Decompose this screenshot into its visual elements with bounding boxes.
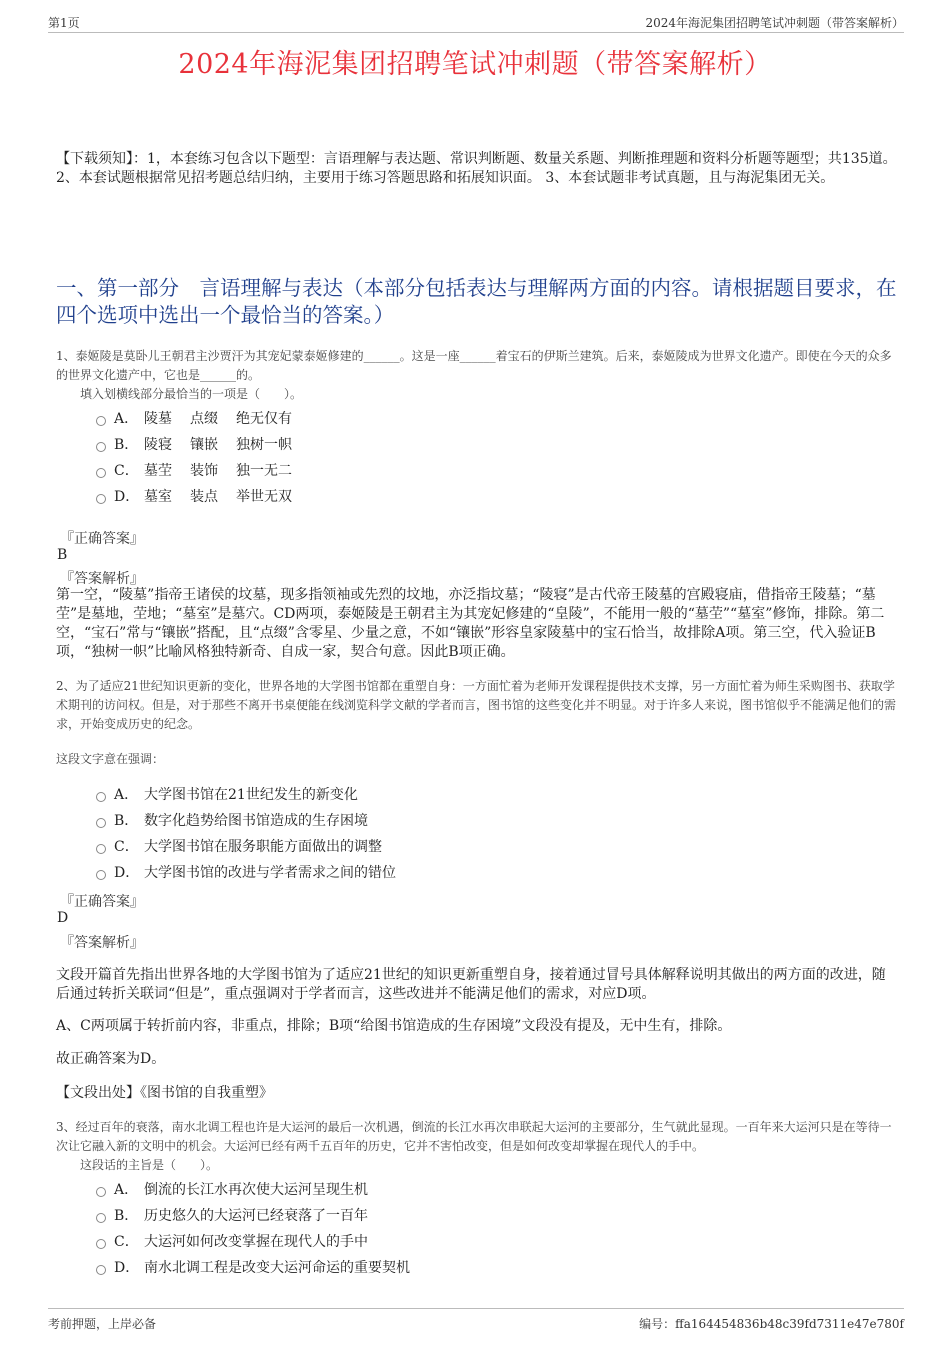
question-1-text: 1、泰姬陵是莫卧儿王朝君主沙贾汗为其宠妃蒙泰姬修建的______。这是一座______着宝石的伊斯兰建筑。后来，泰姬陵成为世界文化遗产。即使在今天的众多的世界文化遗产中，它也是______的。 [56,349,892,382]
option-c[interactable]: C． 大运河如何改变掌握在现代人的手中 [96,1229,410,1255]
analysis-text-1: 文段开篇首先指出世界各地的大学图书馆为了适应21世纪的知识更新重塑自身，接着通过冒号具体解释说明其做出的两方面的改进，随后通过转折关联词“但是”，重点强调对于学者而言，这些改进并不能满足他们的需求，对应D项。 [56,967,886,1002]
question-1-prompt: 填入划横线部分最恰当的一项是（ ）。 [80,387,303,401]
question-3-text: 3、经过百年的衰落，南水北调工程也许是大运河的最后一次机遇，倒流的长江水再次串联起大运河的主要部分，生气就此显现。一百年来大运河只是在等待一次让它融入新的文明中的机会。大运河已经有两千五百年的历史，它并不害怕改变，但是如何改变却掌握在现代人的手中。 [56,1120,892,1153]
radio-icon[interactable] [96,416,106,426]
section-heading: 一、第一部分 言语理解与表达（本部分包括表达与理解两方面的内容。请根据题目要求，在四个选项中选出一个最恰当的答案。） [56,276,897,327]
radio-icon[interactable] [96,1265,106,1275]
option-d[interactable]: D． 大学图书馆的改进与学者需求之间的错位 [96,860,396,886]
question-3-prompt: 这段话的主旨是（ ）。 [80,1158,219,1172]
page-footer [48,1308,904,1331]
answer-value: B [57,547,68,563]
question-3-stem [56,1118,898,1175]
analysis-label: 『答案解析』 [60,935,144,951]
radio-icon[interactable] [96,468,106,478]
option-d[interactable]: D． 墓室 装点 举世无双 [96,484,310,510]
option-c[interactable]: C． 墓茔 装饰 独一无二 [96,458,310,484]
radio-icon[interactable] [96,494,106,504]
analysis-text-2: A、C两项属于转折前内容，非重点，排除；B项“给图书馆造成的生存困境”文段没有提及，无中生有，排除。 [56,1018,732,1034]
analysis-text: 第一空，“陵墓”指帝王诸侯的坟墓，现多指领袖或先烈的坟地，亦泛指坟墓；“陵寝”是古代帝王陵墓的宫殿寝庙，借指帝王陵墓；“墓茔”是墓地，茔地；“墓室”是墓穴。CD两项，泰姬陵是王朝君主为其宠妃修建的“皇陵”，不能用一般的“墓茔”“墓室”修饰，排除。第二空，“宝石”常与“镶嵌”搭配，且“点缀”含零星、少量之意，不如“镶嵌”形容皇家陵墓中的宝石恰当，故排除A项。第三空，代入验证B项，“独树一帜”比喻风格独特新奇、自成一家，契合句意。因此B项正确。 [56,587,885,660]
question-2-options [96,782,396,886]
analysis-label: 『答案解析』 [60,571,144,587]
answer-label: 『正确答案』 [60,894,144,910]
question-2-prompt: 这段文字意在强调： [56,752,165,766]
footer-serial: 编号：ffa164454836b48c39fd7311e47e780f [639,1317,904,1331]
question-2-text: 2、为了适应21世纪知识更新的变化，世界各地的大学图书馆都在重塑自身：一方面忙着为老师开发课程提供技术支撑，另一方面忙着为师生采购图书、获取学术期刊的访问权。但是，对于那些不离开书桌便能在线浏览科学文献的学者而言，图书馆的这些变化并不明显。对于许多人来说，图书馆似乎不能满足他们的需求，开始变成历史的纪念。 [56,679,897,731]
question-1-options [96,406,310,510]
option-c[interactable]: C． 大学图书馆在服务职能方面做出的调整 [96,834,396,860]
header-doc-title: 2024年海泥集团招聘笔试冲刺题（带答案解析） [645,16,904,30]
radio-icon[interactable] [96,844,106,854]
radio-icon[interactable] [96,792,106,802]
download-notice: 【下载须知】：1，本套练习包含以下题型：言语理解与表达题、常识判断题、数量关系题、判断推理题和资料分析题等题型；共135道。 2、本套试题根据常见招考题总结归纳，主要用于练习答题思路和拓展知识面。 3、本套试题非考试真题，且与海泥集团无关。 [56,151,897,186]
option-a[interactable]: A． 陵墓 点缀 绝无仅有 [96,406,310,432]
option-a[interactable]: A． 倒流的长江水再次使大运河呈现生机 [96,1177,410,1203]
radio-icon[interactable] [96,1239,106,1249]
analysis-text-3: 故正确答案为D。 [56,1051,166,1067]
radio-icon[interactable] [96,1213,106,1223]
option-d[interactable]: D． 南水北调工程是改变大运河命运的重要契机 [96,1255,410,1281]
radio-icon[interactable] [96,442,106,452]
option-b[interactable]: B． 数字化趋势给图书馆造成的生存困境 [96,808,396,834]
page-header [48,14,904,33]
answer-value: D [57,910,69,926]
radio-icon[interactable] [96,870,106,880]
page-title: 2024年海泥集团招聘笔试冲刺题（带答案解析） [178,49,772,80]
page-number: 第1页 [48,16,80,30]
answer-label: 『正确答案』 [60,531,144,547]
question-1-stem [56,347,898,404]
radio-icon[interactable] [96,818,106,828]
option-a[interactable]: A． 大学图书馆在21世纪发生的新变化 [96,782,396,808]
option-b[interactable]: B． 历史悠久的大运河已经衰落了一百年 [96,1203,410,1229]
question-2-stem [56,677,898,734]
source-note: 【文段出处】《图书馆的自我重塑》 [56,1085,273,1101]
radio-icon[interactable] [96,1187,106,1197]
option-b[interactable]: B． 陵寝 镶嵌 独树一帜 [96,432,310,458]
question-3-options [96,1177,410,1281]
footer-slogan: 考前押题，上岸必备 [48,1317,157,1331]
